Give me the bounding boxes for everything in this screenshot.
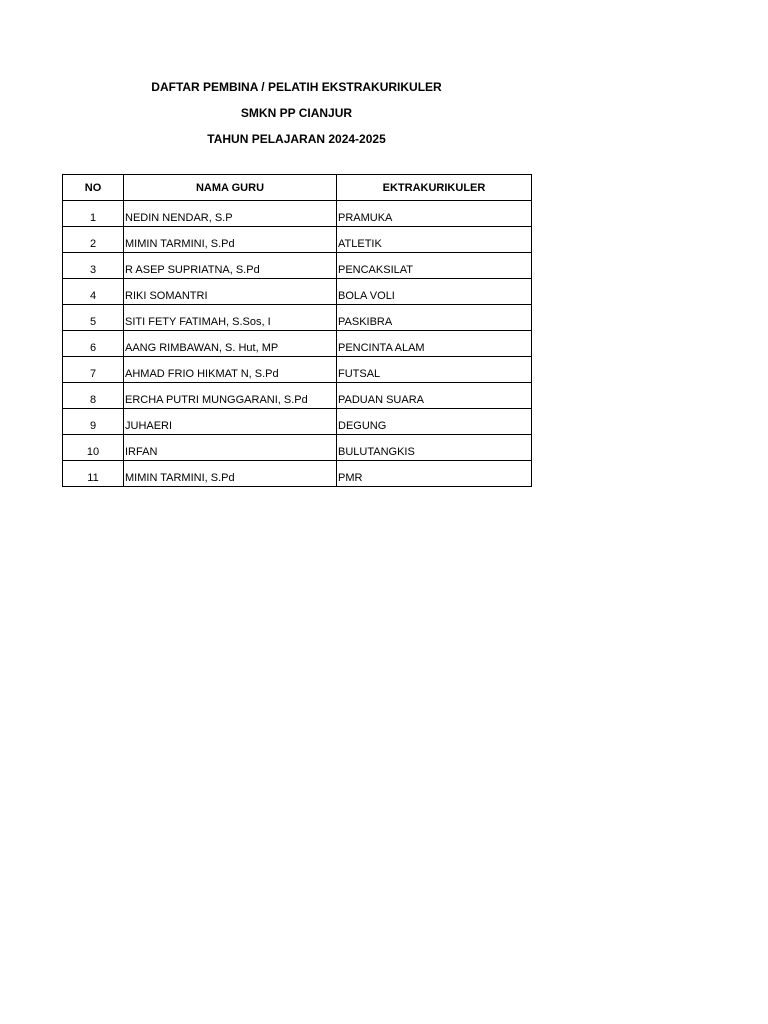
row-number: 9: [63, 409, 124, 435]
table-row: [63, 461, 532, 487]
extracurricular-name: PASKIBRA: [337, 305, 532, 331]
row-number: 1: [63, 201, 124, 227]
extracurricular-name: ATLETIK: [337, 227, 532, 253]
academic-year: TAHUN PELAJARAN 2024-2025: [207, 132, 386, 146]
extracurricular-name: FUTSAL: [337, 357, 532, 383]
table-row: [63, 305, 532, 331]
row-number: 5: [63, 305, 124, 331]
document-title: DAFTAR PEMBINA / PELATIH EKSTRAKURIKULER: [151, 80, 442, 94]
extracurricular-name: DEGUNG: [337, 409, 532, 435]
teacher-name: ERCHA PUTRI MUNGGARANI, S.Pd: [124, 383, 337, 409]
row-number: 11: [63, 461, 124, 487]
extracurricular-name: BOLA VOLI: [337, 279, 532, 305]
row-number: 8: [63, 383, 124, 409]
table-row: [63, 357, 532, 383]
table-row: [63, 383, 532, 409]
extracurricular-name: PENCAKSILAT: [337, 253, 532, 279]
teacher-name: SITI FETY FATIMAH, S.Sos, I: [124, 305, 337, 331]
row-number: 4: [63, 279, 124, 305]
table-row: [63, 253, 532, 279]
column-header-ekskul: EKTRAKURIKULER: [337, 175, 532, 201]
table-row: [63, 435, 532, 461]
teacher-name: R ASEP SUPRIATNA, S.Pd: [124, 253, 337, 279]
column-header-name: NAMA GURU: [124, 175, 337, 201]
teacher-name: MIMIN TARMINI, S.Pd: [124, 227, 337, 253]
row-number: 7: [63, 357, 124, 383]
teacher-name: RIKI SOMANTRI: [124, 279, 337, 305]
teacher-name: MIMIN TARMINI, S.Pd: [124, 461, 337, 487]
school-name: SMKN PP CIANJUR: [240, 106, 353, 120]
extracurricular-name: BULUTANGKIS: [337, 435, 532, 461]
teacher-name: IRFAN: [124, 435, 337, 461]
extracurricular-name: PADUAN SUARA: [337, 383, 532, 409]
row-number: 6: [63, 331, 124, 357]
extracurricular-name: PMR: [337, 461, 532, 487]
teacher-name: AANG RIMBAWAN, S. Hut, MP: [124, 331, 337, 357]
teacher-name: JUHAERI: [124, 409, 337, 435]
row-number: 3: [63, 253, 124, 279]
table-header-row: [63, 175, 532, 201]
table-row: [63, 201, 532, 227]
table-row: [63, 409, 532, 435]
table-row: [63, 279, 532, 305]
table-body: [63, 201, 532, 487]
extracurricular-name: PENCINTA ALAM: [337, 331, 532, 357]
row-number: 2: [63, 227, 124, 253]
column-header-no: NO: [63, 175, 124, 201]
table-row: [63, 331, 532, 357]
extracurricular-name: PRAMUKA: [337, 201, 532, 227]
teacher-name: NEDIN NENDAR, S.P: [124, 201, 337, 227]
table-row: [63, 227, 532, 253]
row-number: 10: [63, 435, 124, 461]
coach-table: [62, 174, 532, 487]
teacher-name: AHMAD FRIO HIKMAT N, S.Pd: [124, 357, 337, 383]
